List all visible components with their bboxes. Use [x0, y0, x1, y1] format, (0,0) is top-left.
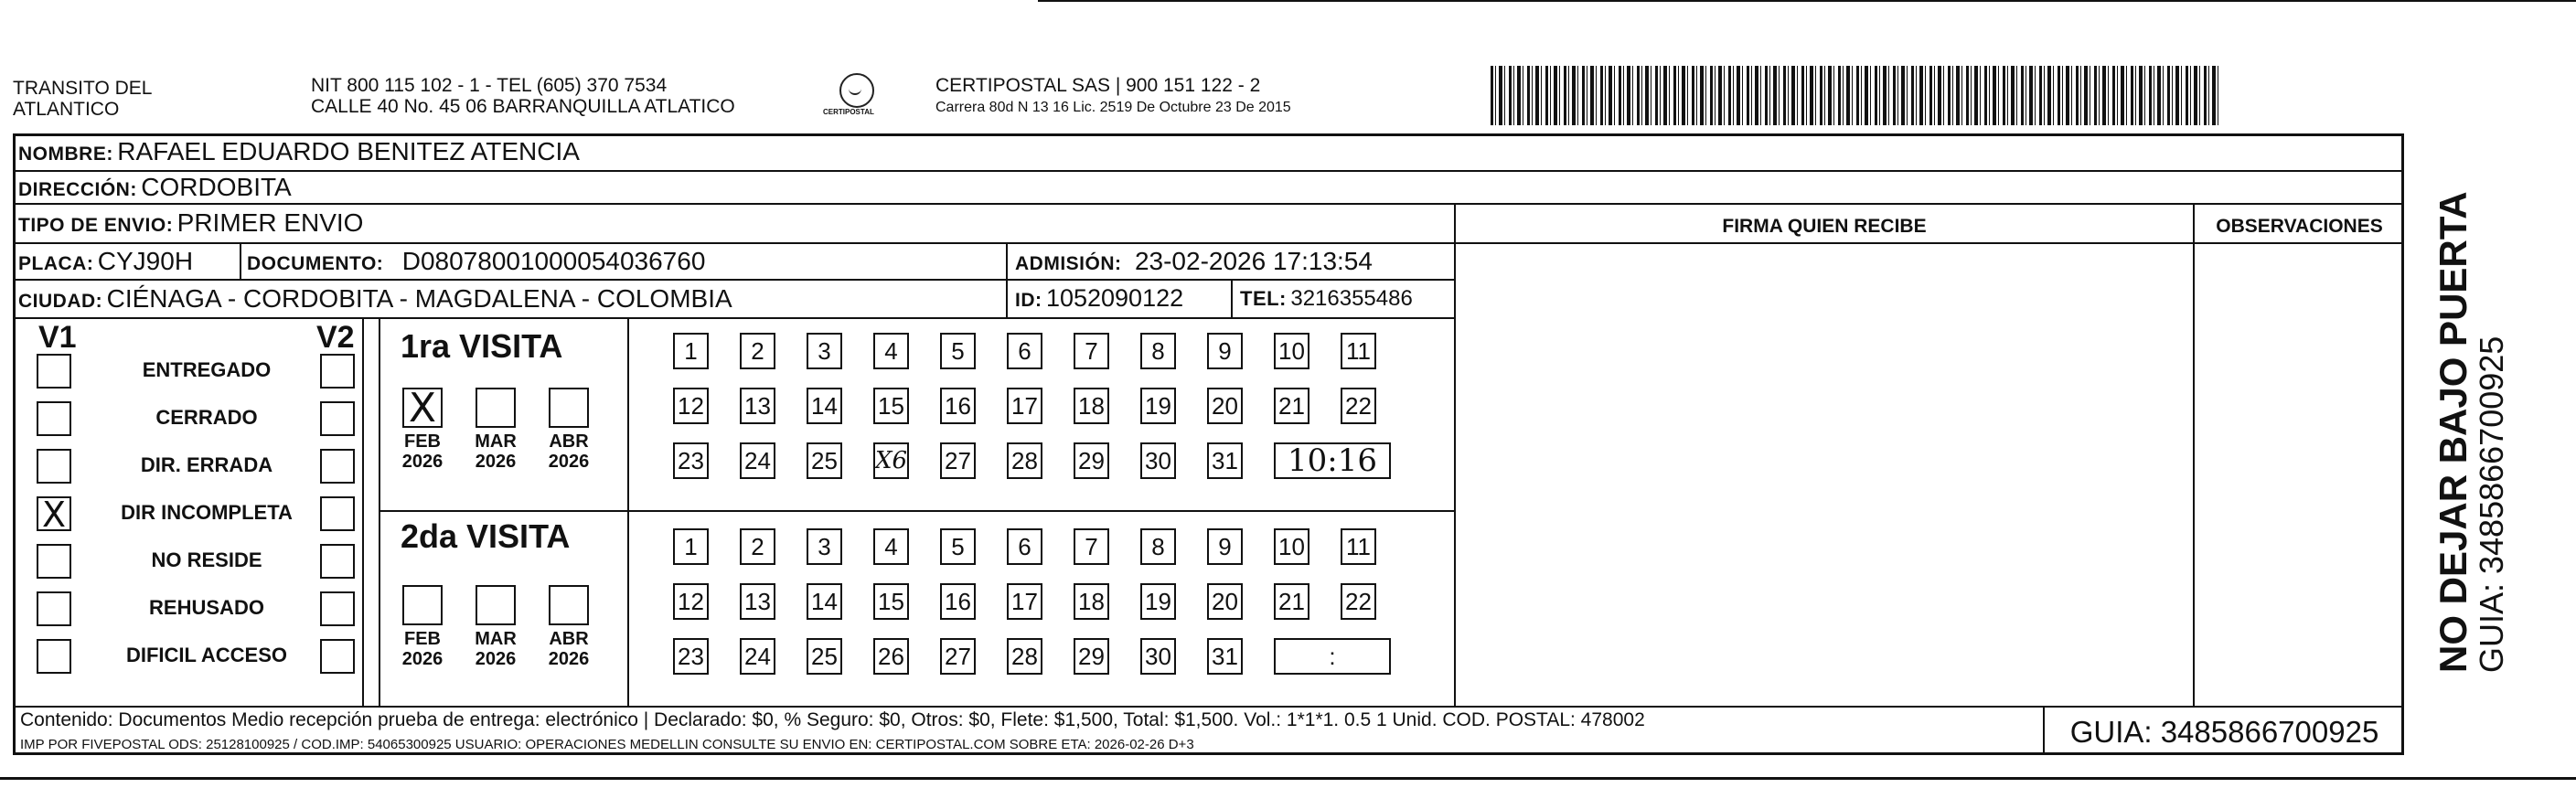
- day-box[interactable]: 31: [1207, 442, 1243, 479]
- issuer-contact: [311, 75, 735, 117]
- v2-checkbox[interactable]: [320, 496, 355, 531]
- barcode: [1491, 66, 2222, 125]
- day-box[interactable]: 22: [1341, 583, 1376, 620]
- day-box[interactable]: 1: [673, 333, 709, 369]
- direccion-value: CORDOBITA: [141, 173, 292, 201]
- day-box[interactable]: 19: [1140, 388, 1176, 424]
- v1-checkbox[interactable]: [37, 495, 71, 535]
- contenido-line: Contenido: Documentos Medio recepción prueba de entrega: electrónico | Declarado: $0, % Seguro: $0, Otros: $0, Flete: $1,500, Total: $1,500. Vol.: 1*1*1. 0.5 1 Unid. COD. POSTAL: 478002: [20, 709, 1645, 730]
- day-box[interactable]: 8: [1140, 333, 1176, 369]
- row-divider: [13, 279, 1456, 281]
- col-divider-admision: [1006, 244, 1008, 319]
- issuer-name: [13, 78, 152, 120]
- row-divider: [13, 170, 2404, 172]
- day-box[interactable]: 5: [940, 528, 976, 565]
- day-box[interactable]: 12: [673, 583, 709, 620]
- placa-label: PLACA:: [18, 253, 94, 274]
- day-box[interactable]: 1: [673, 528, 709, 565]
- day-box[interactable]: 20: [1207, 388, 1243, 424]
- company-info: [935, 75, 1291, 116]
- direccion-row: [18, 173, 292, 202]
- ciudad-value: CIÉNAGA - CORDOBITA - MAGDALENA - COLOMBIA: [106, 284, 732, 313]
- day-box[interactable]: 17: [1007, 583, 1042, 620]
- ciudad-label: CIUDAD:: [18, 291, 103, 312]
- day-box[interactable]: 29: [1074, 638, 1109, 675]
- day-box[interactable]: 2: [740, 333, 775, 369]
- month-label: [400, 629, 445, 669]
- day-box[interactable]: 28: [1007, 442, 1042, 479]
- row-divider: [13, 317, 1456, 319]
- nombre-label: NOMBRE:: [18, 144, 113, 165]
- month-label: [546, 431, 592, 472]
- v1-checkbox[interactable]: [37, 544, 71, 579]
- day-box[interactable]: 22: [1341, 388, 1376, 424]
- direccion-label: DIRECCIÓN:: [18, 179, 137, 200]
- day-box[interactable]: 20: [1207, 583, 1243, 620]
- nombre-value: RAFAEL EDUARDO BENITEZ ATENCIA: [117, 137, 580, 165]
- col-divider-status: [379, 319, 380, 708]
- v2-checkbox[interactable]: [320, 544, 355, 579]
- day-box[interactable]: 4: [873, 528, 909, 565]
- logo-caption: CERTIPOSTAL: [823, 108, 874, 116]
- time-box[interactable]: 10:16: [1274, 442, 1391, 479]
- day-box[interactable]: 23: [673, 442, 709, 479]
- placa-value: CYJ90H: [97, 247, 194, 275]
- v1-checkbox[interactable]: [37, 591, 71, 626]
- visit1-title: 1ra VISITA: [401, 327, 563, 365]
- day-box[interactable]: 30: [1140, 638, 1176, 675]
- tel-value: 3216355486: [1290, 286, 1413, 311]
- day-box[interactable]: 27: [940, 442, 976, 479]
- row-divider: [13, 706, 2404, 708]
- nit-line: NIT 800 115 102 - 1 - TEL (605) 370 7534: [311, 75, 668, 96]
- nombre-row: [18, 137, 580, 166]
- day-box[interactable]: 7: [1074, 528, 1109, 565]
- day-box[interactable]: 18: [1074, 583, 1109, 620]
- day-box[interactable]: 6: [1007, 333, 1042, 369]
- v2-checkbox[interactable]: [320, 639, 355, 674]
- day-box[interactable]: 13: [740, 583, 775, 620]
- col-divider-firma: [1454, 205, 1456, 708]
- day-box[interactable]: 3: [807, 333, 842, 369]
- v1-label: V1: [38, 320, 77, 355]
- visit2-title: 2da VISITA: [401, 517, 571, 555]
- status-label: NO RESIDE: [151, 548, 262, 571]
- col-divider-months: [627, 319, 629, 708]
- admision-value: 23-02-2026 17:13:54: [1134, 247, 1373, 275]
- month-checkbox[interactable]: [402, 385, 443, 431]
- day-box[interactable]: 11: [1341, 333, 1376, 369]
- v1-checkbox[interactable]: [37, 639, 71, 674]
- month-checkbox[interactable]: [549, 585, 589, 625]
- day-box[interactable]: 25: [807, 638, 842, 675]
- col-divider-obs: [2193, 205, 2195, 708]
- issuer-line2: ATLANTICO: [13, 99, 120, 120]
- day-box[interactable]: 15: [873, 388, 909, 424]
- day-box[interactable]: 29: [1074, 442, 1109, 479]
- month-name: ABR: [549, 629, 589, 649]
- v1-checkbox[interactable]: [37, 401, 71, 436]
- month-name: FEB: [404, 629, 441, 649]
- company-line: CERTIPOSTAL SAS | 900 151 122 - 2: [935, 75, 1261, 96]
- month-label: [400, 431, 445, 472]
- month-label: [473, 431, 518, 472]
- month-year: 2026: [475, 649, 517, 669]
- day-box[interactable]: 14: [807, 583, 842, 620]
- id-value: 1052090122: [1045, 284, 1184, 312]
- footer-guia: GUIA: 3485866700925: [2069, 715, 2379, 749]
- col-divider-placa: [240, 244, 241, 281]
- day-box[interactable]: 19: [1140, 583, 1176, 620]
- id-row: [1015, 284, 1183, 313]
- month-year: 2026: [401, 452, 444, 472]
- day-box[interactable]: 25: [807, 442, 842, 479]
- month-name: MAR: [475, 431, 517, 452]
- day-box[interactable]: 27: [940, 638, 976, 675]
- v1-checkbox[interactable]: [37, 449, 71, 484]
- status-label: REHUSADO: [149, 596, 264, 619]
- documento-row: [247, 247, 705, 276]
- day-box[interactable]: 28: [1007, 638, 1042, 675]
- no-dejar-warning: NO DEJAR BAJO PUERTA: [2432, 191, 2474, 673]
- month-label: [473, 629, 518, 669]
- v2-checkbox[interactable]: [320, 401, 355, 436]
- day-box[interactable]: 26: [873, 638, 909, 675]
- side-guia: GUIA: 3485866700925: [2473, 335, 2510, 673]
- status-label: CERRADO: [155, 406, 258, 429]
- license-line: Carrera 80d N 13 16 Lic. 2519 De Octubre 23 De 2015: [935, 100, 1291, 115]
- side-text: [2432, 124, 2509, 673]
- v1-checkbox[interactable]: [37, 354, 71, 389]
- tel-row: [1240, 286, 1413, 312]
- month-name: FEB: [404, 431, 441, 452]
- day-box[interactable]: 23: [673, 638, 709, 675]
- month-year: 2026: [475, 452, 517, 472]
- day-box[interactable]: 8: [1140, 528, 1176, 565]
- v2-checkbox[interactable]: [320, 354, 355, 389]
- month-checkbox[interactable]: [402, 585, 443, 625]
- month-name: MAR: [475, 629, 517, 649]
- v2-label: V2: [316, 320, 355, 355]
- day-box[interactable]: 16: [940, 583, 976, 620]
- month-checkbox[interactable]: [476, 388, 516, 428]
- day-box[interactable]: 11: [1341, 528, 1376, 565]
- day-box[interactable]: 24: [740, 442, 775, 479]
- day-box[interactable]: 18: [1074, 388, 1109, 424]
- month-year: 2026: [548, 649, 590, 669]
- day-box[interactable]: 21: [1274, 583, 1309, 620]
- certipostal-logo-icon: [839, 73, 874, 108]
- admision-label: ADMISIÓN:: [1015, 253, 1122, 274]
- time-box[interactable]: :: [1274, 638, 1391, 675]
- day-box[interactable]: 7: [1074, 333, 1109, 369]
- documento-label: DOCUMENTO:: [247, 253, 384, 274]
- day-box[interactable]: 31: [1207, 638, 1243, 675]
- day-box[interactable]: 10: [1274, 333, 1309, 369]
- status-label: DIR. ERRADA: [140, 453, 273, 476]
- tipo-value: PRIMER ENVIO: [176, 208, 364, 237]
- v2-checkbox[interactable]: [320, 449, 355, 484]
- v2-left-rule: [362, 319, 364, 706]
- day-box[interactable]: 10: [1274, 528, 1309, 565]
- month-checkbox[interactable]: [549, 388, 589, 428]
- observaciones-header: OBSERVACIONES: [2216, 216, 2383, 237]
- day-box[interactable]: 6: [1007, 528, 1042, 565]
- tel-label: TEL:: [1240, 287, 1287, 310]
- tipo-row: [18, 208, 363, 238]
- day-box[interactable]: 4: [873, 333, 909, 369]
- month-year: 2026: [548, 452, 590, 472]
- status-label: DIFICIL ACCESO: [125, 644, 287, 666]
- row-divider: [13, 242, 2404, 244]
- ciudad-row: [18, 284, 732, 314]
- v2-checkbox[interactable]: [320, 591, 355, 626]
- day-box[interactable]: X6: [873, 442, 909, 479]
- firma-header: FIRMA QUIEN RECIBE: [1722, 216, 1927, 237]
- tipo-label: TIPO DE ENVIO:: [18, 215, 174, 236]
- col-divider-tel: [1231, 281, 1233, 319]
- placa-row: [18, 247, 193, 276]
- day-box[interactable]: 13: [740, 388, 775, 424]
- day-box[interactable]: 3: [807, 528, 842, 565]
- month-name: ABR: [549, 431, 589, 452]
- checkbox-mark: X: [408, 385, 437, 431]
- day-box[interactable]: 24: [740, 638, 775, 675]
- day-box[interactable]: 30: [1140, 442, 1176, 479]
- day-box[interactable]: 12: [673, 388, 709, 424]
- issuer-line1: TRANSITO DEL: [13, 78, 153, 99]
- imp-line: IMP POR FIVEPOSTAL ODS: 25128100925 / COD.IMP: 54065300925 USUARIO: OPERACIONES MEDELLIN CONSULTE SU ENVIO EN: CERTIPOSTAL.COM SOBRE ETA: 2026-02-26 D+3: [20, 737, 1194, 752]
- bottom-rule: [0, 777, 2576, 780]
- day-box[interactable]: 16: [940, 388, 976, 424]
- day-box[interactable]: 9: [1207, 528, 1243, 565]
- day-box[interactable]: 14: [807, 388, 842, 424]
- month-year: 2026: [401, 649, 444, 669]
- day-box[interactable]: 15: [873, 583, 909, 620]
- month-label: [546, 629, 592, 669]
- address-line: CALLE 40 No. 45 06 BARRANQUILLA ATLATICO: [311, 96, 735, 117]
- day-box[interactable]: 17: [1007, 388, 1042, 424]
- top-rule: [1038, 0, 2576, 2]
- documento-value: D08078001000054036760: [401, 247, 706, 275]
- admision-row: [1015, 247, 1373, 276]
- row-divider: [13, 203, 2404, 205]
- status-label: DIR INCOMPLETA: [121, 501, 293, 524]
- id-label: ID:: [1015, 290, 1042, 311]
- day-box[interactable]: 9: [1207, 333, 1243, 369]
- day-box[interactable]: 2: [740, 528, 775, 565]
- checkbox-mark: X: [41, 495, 67, 535]
- day-box[interactable]: 21: [1274, 388, 1309, 424]
- month-checkbox[interactable]: [476, 585, 516, 625]
- status-label: ENTREGADO: [142, 358, 272, 381]
- visit-divider: [379, 510, 1456, 512]
- day-box[interactable]: 5: [940, 333, 976, 369]
